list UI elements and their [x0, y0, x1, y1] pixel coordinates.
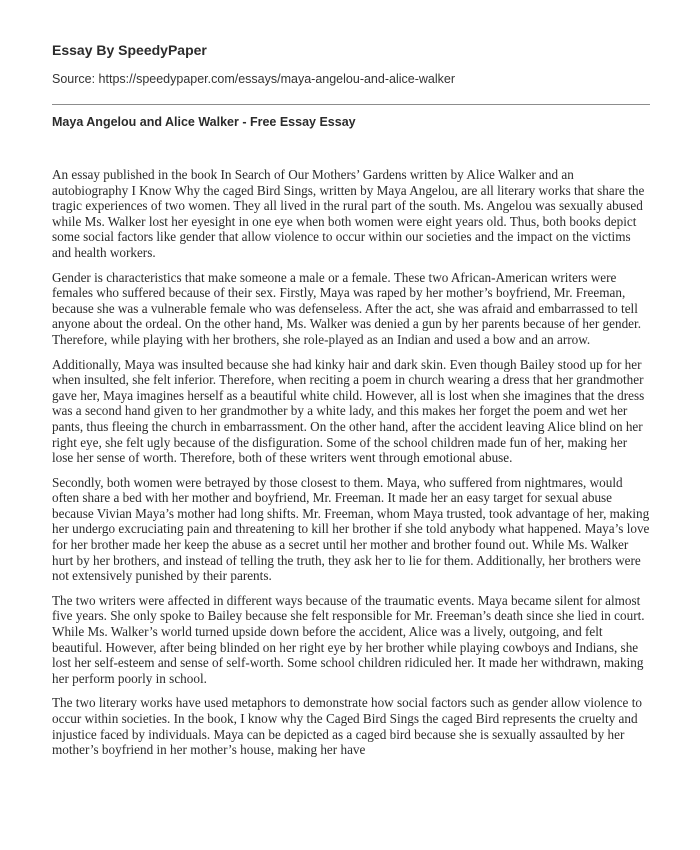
essay-paragraph: The two literary works have used metaphors to demonstrate how social factors such as gender allow violence to occur within societies. In the book, I know why the Caged Bird Sings the caged Bird represents the cruelty and injustice faced by individuals. Maya can be depicted as a caged bird because she is sexually assaulted by her mother’s boyfriend in her mother’s house, making her have [52, 695, 642, 758]
essay-paragraph: The two writers were affected in different ways because of the traumatic events. Maya became silent for almost five years. She only spoke to Bailey because she felt responsible for Mr. Freeman’s death since she lied in court. While Ms. Walker’s world turned upside down before the accident, Alice was a lively, outgoing, and felt beautiful. However, after being blinded on her right eye by her brother while playing cowboys and Indians, she lost her self-esteem and sense of self-worth. Some school children ridiculed her. It made her withdrawn, making her perform poorly in school. [52, 592, 645, 686]
essay-paragraph: Gender is characteristics that make someone a male or a female. These two African-American writers were females who suffered because of their sex. Firstly, Maya was raped by her mother’s boyfriend, Mr. Freeman, because she was a vulnerable female who was defenseless. After the act, she was afraid and embarrassed to tell anyone about the ordeal. On the other hand, Ms. Walker was denied a gun by her parents because of her gender. Therefore, while playing with her brothers, she role-played as an Indian and used a bow and an arrow. [52, 269, 641, 347]
source-line: Source: https://speedypaper.com/essays/maya-angelou-and-alice-walker [52, 72, 455, 86]
essay-title: Maya Angelou and Alice Walker - Free Essay Essay [52, 115, 356, 129]
document-header-title: Essay By SpeedyPaper [52, 42, 207, 58]
essay-paragraph: An essay published in the book In Search of Our Mothers’ Gardens written by Alice Walker and an autobiography I Know Why the caged Bird Sings, written by Maya Angelou, are all literary works that share the tragic experiences of two women. They all lived in the rural part of the south. Ms. Angelou was sexually abused while Ms. Walker lost her eyesight in one eye when both women were eight years old. Thus, both books depict some social factors like gender that allow violence to occur within our societies and the impact on the victims and health workers. [52, 167, 645, 260]
essay-body [52, 167, 650, 758]
essay-paragraph: Additionally, Maya was insulted because she had kinky hair and dark skin. Even though Bailey stood up for her when insulted, she felt inferior. Therefore, when reciting a poem in church wearing a dress that her grandmother gave her, Maya imagines herself as a beautiful white child. However, all is lost when she imagines that the dress was a second hand given to her grandmother by a white lady, and this makes her forget the poem and wet her pants, thus fleeing the church in embarrassment. On the other hand, after the accident leaving Alice blind on her right eye, she felt ugly because of the disfiguration. Some of the school children made fun of her, making her lose her sense of worth. Therefore, both of these writers went through emotional abuse. [52, 356, 645, 466]
header-divider [52, 104, 650, 105]
essay-paragraph: Secondly, both women were betrayed by those closest to them. Maya, who suffered from nightmares, would often share a bed with her mother and boyfriend, Mr. Freeman. It made her an easy target for sexual abuse because Vivian Maya’s mother had long shifts. Mr. Freeman, whom Maya trusted, took advantage of her, making her undergo excruciating pain and threatening to kill her brother if she told anybody what happened. Maya’s love for her brother made her keep the abuse as a secret until her mother and brother found out. While Ms. Walker hurt by her brothers, and instead of telling the truth, they ask her to lie for them. Additionally, her brothers were not extensively punished by their parents. [52, 474, 650, 584]
